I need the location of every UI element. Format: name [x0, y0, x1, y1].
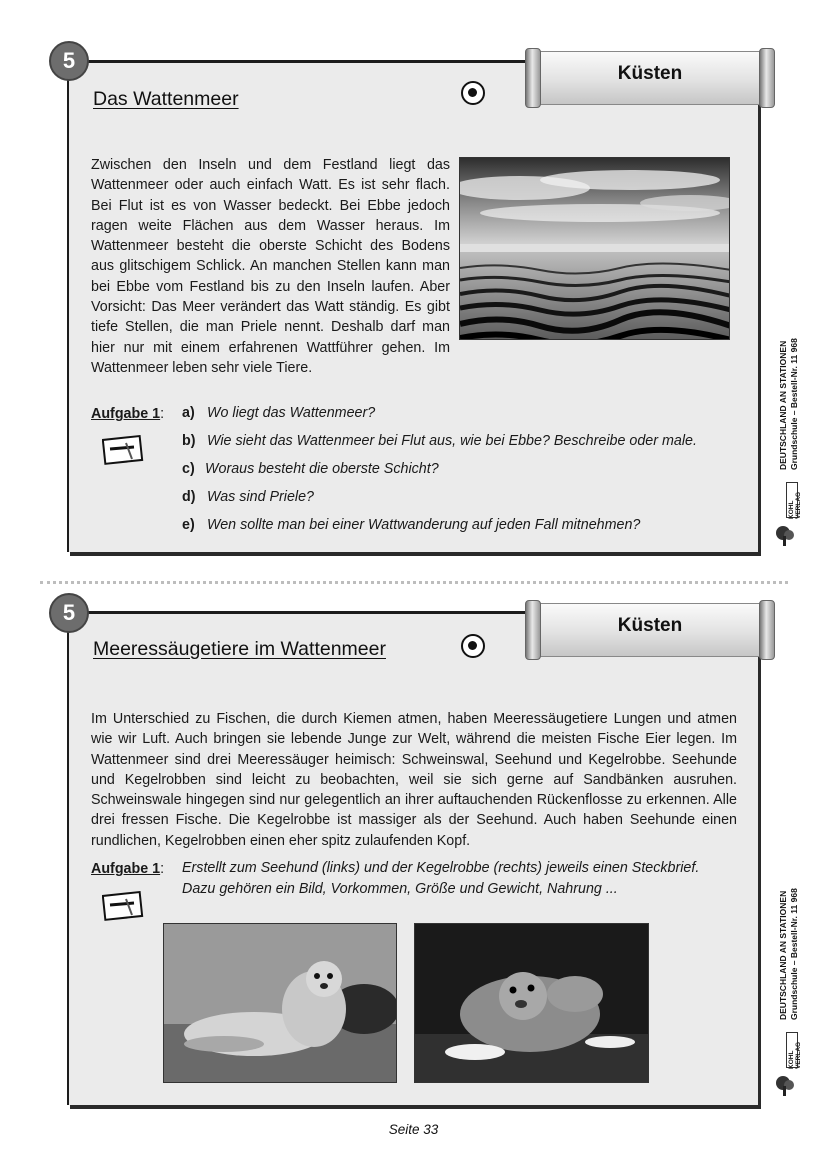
task-text-line1: Erstellt zum Seehund (links) und der Kegelrobbe (rechts) jeweils einen Steckbrief.: [182, 860, 700, 876]
page-number: Seite 33: [388, 1122, 439, 1137]
order-number: Grundschule – Bestell-Nr. 11 968: [789, 338, 799, 470]
question-a-letter: a): [182, 405, 195, 421]
tree-logo-icon: [774, 1074, 796, 1103]
question-a-text: Wo liegt das Wattenmeer?: [207, 405, 376, 421]
worksheet-card-meeressaeuger: Meeressäugetiere im Wattenmeer Im Unterschied zu Fischen, die durch Kiemen atmen, haben Meeressäugetiere Lungen und atmen wie wir Luft. Auch bringen sie lebende Junge zur Welt, während die meisten Fische Eier legen. Im Wattenmeer sind drei Meeressäuger heimisch: Schweinswal, Seehund und Kegelrobbe. Seehunde und Kegelrobben sind leicht zu beobachten, weil sie sich gerne auf Sandbänken ausruhen. Schweinswale hingegen sind nur gelegentlich an ihrer auftauchenden Rückenflosse zu erkennen. Alle drei fressen Fische. Die Kegelrobbe ist massiger als der Seehund. Auch haben Seehunde einen rundlichen, Kegelrobben einen eher spitz zulaufenden Kopf. Aufgabe 1: Erstellt zum Seehund (links) und der Kegelrobbe (rechts) jeweils einen Steckbrief. Dazu gehören ein Bild, Vorkommen, Größe und Gewicht, Nahrung ...: [67, 611, 758, 1105]
intro-paragraph: Zwischen den Inseln und dem Festland liegt das Wattenmeer oder auch einfach Watt. Es ist sehr flach. Bei Flut ist es von Wasser bedeckt. Bei Ebbe jedoch ragen weite Flächen aus dem Wasser heraus. Im Wattenmeer besteht die oberste Schicht des Bodens aus glitschigem Schlick. An manchen Stellen kann man bei Ebbe vom Festland bis zu den Inseln laufen. Aber Vorsicht: Das Meer verändert das Watt ständig. Es gibt tiefe Stellen, die man Priele nennt. Deshalb darf man hier nur mit einem erfahrenen Wattführer gehen. Im Wattenmeer leben sehr viele Tiere.: [91, 157, 450, 376]
page-title: Meeressäugetiere im Wattenmeer: [93, 638, 386, 660]
question-b-text: Wie sieht das Wattenmeer bei Flut aus, wie bei Ebbe? Beschreibe oder male.: [207, 433, 697, 449]
series-title: DEUTSCHLAND AN STATIONEN: [778, 340, 788, 470]
write-task-icon: [102, 891, 144, 921]
task-label: Aufgabe 1: [91, 406, 161, 422]
intro-paragraph: Im Unterschied zu Fischen, die durch Kiemen atmen, haben Meeressäugetiere Lungen und atmen wie wir Luft. Auch bringen sie lebende Junge zur Welt, während die meisten Fische Eier legen. Im Wattenmeer sind drei Meeressäuger heimisch: Schweinswal, Seehund und Kegelrobbe. Seehunde und Kegelrobben sind leicht zu beobachten, weil sie sich gerne auf Sandbänken ausruhen. Schweinswale hingegen sind nur gelegentlich an ihrer auftauchenden Rückenflosse zu erkennen. Alle drei fressen Fische. Die Kegelrobbe ist massiger als der Seehund. Auch haben Seehunde einen rundlichen, Kegelrobben einen eher spitz zulaufenden Kopf.: [91, 711, 737, 849]
question-d-text: Was sind Priele?: [207, 489, 315, 505]
topic-banner: [525, 600, 775, 662]
target-icon: [461, 634, 485, 658]
order-number: Grundschule – Bestell-Nr. 11 968: [789, 888, 799, 1020]
publisher-logo: KOHL VERLAG: [786, 1032, 798, 1068]
target-icon: [461, 81, 485, 105]
write-task-icon: [102, 435, 144, 465]
wadden-sea-photo: [459, 157, 730, 340]
question-e-letter: e): [182, 517, 195, 533]
series-title: DEUTSCHLAND AN STATIONEN: [778, 890, 788, 1020]
publisher-sidebar: [770, 850, 820, 1120]
worksheet-card-wattenmeer: Das Wattenmeer Zwischen den Inseln und dem Festland liegt das Wattenmeer oder auch einfach Watt. Es ist sehr flach. Bei Flut ist es von Wasser bedeckt. Bei Ebbe jedoch ragen weite Flächen aus dem Wasser heraus. Im Wattenmeer besteht die oberste Schicht des Bodens aus glitschigem Schlick. An manchen Stellen kann man bei Ebbe vom Festland bis zu den Inseln laufen. Aber Vorsicht: Das Meer verändert das Watt ständig. Es gibt tiefe Stellen, die man Priele nennt. Deshalb darf man hier nur mit einem erfahrenen Wattführer gehen. Im Wattenmeer leben sehr viele Tiere. Aufgabe 1: a) Wo liegt das Wattenmeer? b) Wie sieht das Wattenmeer bei Flut aus, wie bei Ebbe? Beschreibe oder male. c) Woraus besteht die oberste Schicht? d) Was sind Priele? e) Wen sollte man bei einer Wattwanderung auf jeden Fall mitnehmen?: [67, 60, 758, 552]
topic-banner-label: Küsten: [617, 63, 683, 84]
task-text-line2: Dazu gehören ein Bild, Vorkommen, Größe und Gewicht, Nahrung ...: [182, 881, 618, 897]
question-c-letter: c): [182, 461, 195, 477]
grey-seal-photo: [414, 923, 649, 1083]
question-d-letter: d): [182, 489, 196, 505]
task-label: Aufgabe 1: [91, 861, 161, 877]
page-title: Das Wattenmeer: [93, 88, 239, 110]
station-number-badge: 5: [49, 593, 89, 633]
publisher-sidebar: [770, 300, 820, 570]
station-number-badge: 5: [49, 41, 89, 81]
topic-banner-label: Küsten: [617, 615, 683, 636]
question-e-text: Wen sollte man bei einer Wattwanderung auf jeden Fall mitnehmen?: [207, 517, 641, 533]
publisher-logo: KOHL VERLAG: [786, 482, 798, 518]
harbor-seal-photo: [163, 923, 397, 1083]
topic-banner: [525, 48, 775, 110]
section-divider: [40, 581, 788, 584]
question-b-letter: b): [182, 433, 196, 449]
question-c-text: Woraus besteht die oberste Schicht?: [205, 461, 439, 477]
tree-logo-icon: [774, 524, 796, 553]
